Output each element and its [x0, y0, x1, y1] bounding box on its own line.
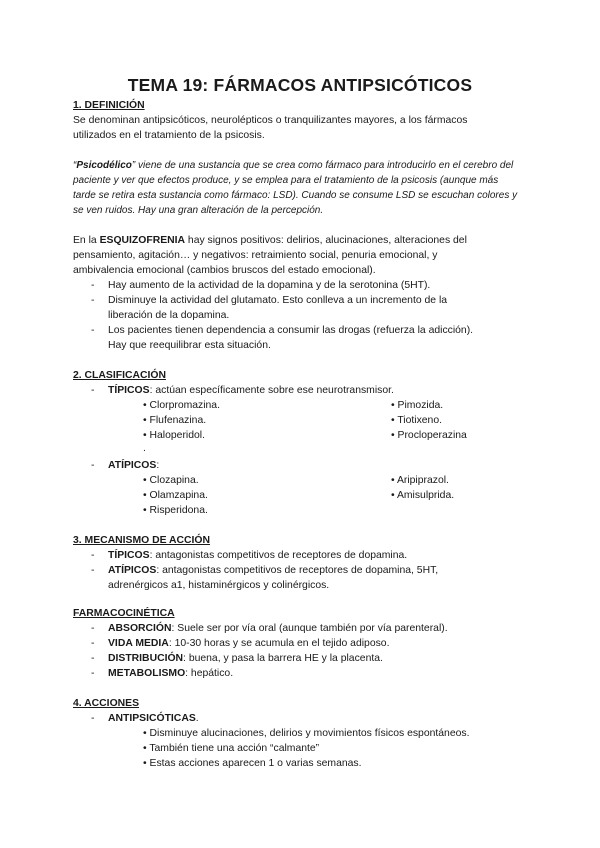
- atipicos-label: ATÍPICOS: [108, 565, 157, 576]
- dash-bullet: -: [91, 460, 95, 471]
- drug-item: • Risperidona.: [143, 505, 208, 516]
- text-span: : Suele ser por vía oral (aunque también por vía parenteral).: [171, 623, 448, 634]
- dash-bullet: -: [91, 668, 95, 679]
- text-span: hay signos positivos: delirios, alucinaciones, alteraciones del: [185, 235, 467, 246]
- item-label: VIDA MEDIA: [108, 638, 169, 649]
- dash-bullet: -: [91, 623, 95, 634]
- atipicos-line: [108, 458, 159, 473]
- list-item-continuation: Hay que reequilibrar esta situación.: [108, 340, 271, 351]
- esquizofrenia-term: ESQUIZOFRENIA: [99, 235, 186, 246]
- list-item-continuation: liberación de la dopamina.: [108, 310, 230, 321]
- text-span: .: [195, 713, 199, 724]
- dash-bullet: -: [91, 713, 95, 724]
- dash-bullet: -: [91, 325, 95, 336]
- list-item-continuation: adrenérgicos a1, histaminérgicos y colinérgicos.: [108, 580, 330, 591]
- text-span: : buena, y pasa la barrera HE y la placenta.: [183, 653, 383, 664]
- list-item: Los pacientes tienen dependencia a consumir las drogas (refuerza la adicción).: [108, 325, 474, 336]
- drug-item: • Flufenazina.: [143, 415, 207, 426]
- tipicos-line: [108, 383, 394, 398]
- drug-item: • Aripiprazol.: [391, 475, 449, 486]
- text-span: : antagonistas competitivos de receptores de dopamina.: [149, 550, 408, 561]
- drug-item: • Clorpromazina.: [143, 400, 220, 411]
- tipicos-label: TÍPICOS: [108, 385, 150, 396]
- drug-item: • Tiotixeno.: [391, 415, 442, 426]
- dash-bullet: -: [91, 638, 95, 649]
- accion-item: • También tiene una acción “calmante”: [143, 743, 320, 754]
- page-title: TEMA 19: FÁRMACOS ANTIPSICÓTICOS: [127, 75, 473, 95]
- paragraph-line: pensamiento, agitación… y negativos: retraimiento social, penuria emocional, y: [73, 250, 438, 261]
- paragraph-line: paciente y ver que efectos produce, y se emplea para el tratamiento de la psicosis (aunque más: [73, 175, 499, 186]
- dash-bullet: -: [91, 550, 95, 561]
- paragraph-line: utilizados en el tratamiento de la psicosis.: [73, 130, 265, 141]
- mecanismo-tipicos-line: [108, 548, 407, 563]
- dash-bullet: -: [91, 295, 95, 306]
- list-item: Hay aumento de la actividad de la dopamina y de la serotonina (5HT).: [108, 280, 431, 291]
- paragraph-line: tarde se retira esta sustancia como fármaco: LSD). Cuando se consume LSD se escuchan colores y: [73, 190, 518, 201]
- antipsicoticas-line: [108, 711, 199, 726]
- text-span: :: [156, 460, 160, 471]
- mecanismo-atipicos-line: [108, 563, 438, 578]
- stray-mark: .: [143, 443, 146, 454]
- paragraph-line: se ven ruidos. Hay una gran alteración de la percepción.: [73, 205, 324, 216]
- text-span: : 10-30 horas y se acumula en el tejido adiposo.: [168, 638, 390, 649]
- text-span: : actúan específicamente sobre ese neurotransmisor.: [149, 385, 394, 396]
- section-heading-acciones: 4. ACCIONES: [73, 698, 140, 709]
- drug-item: • Haloperidol.: [143, 430, 205, 441]
- atipicos-label: ATÍPICOS: [108, 460, 157, 471]
- drug-item: • Procloperazina: [391, 430, 467, 441]
- item-label: ABSORCIÓN: [108, 623, 172, 634]
- paragraph-line: Se denominan antipsicóticos, neurolépticos o tranquilizantes mayores, a los fármacos: [73, 115, 468, 126]
- accion-item: • Disminuye alucinaciones, delirios y movimientos físicos espontáneos.: [143, 728, 470, 739]
- section-heading-farmacocinetica: FARMACOCINÉTICA: [73, 608, 175, 619]
- drug-item: • Amisulprida.: [391, 490, 455, 501]
- dash-bullet: -: [91, 280, 95, 291]
- quote-open: “: [73, 160, 77, 171]
- text-span: : antagonistas competitivos de receptores de dopamina, 5HT,: [156, 565, 439, 576]
- farmacocinetica-item: [108, 666, 233, 681]
- section-heading-definicion: 1. DEFINICIÓN: [73, 100, 145, 111]
- item-label: DISTRIBUCIÓN: [108, 653, 184, 664]
- drug-item: • Clozapina.: [143, 475, 199, 486]
- dash-bullet: -: [91, 565, 95, 576]
- text-span: En la: [73, 235, 100, 246]
- paragraph-line: viene de una sustancia que se crea como fármaco para introducirlo en el cerebro del: [135, 160, 514, 171]
- section-heading-mecanismo: 3. MECANISMO DE ACCIÓN: [73, 535, 211, 546]
- drug-item: • Pimozida.: [391, 400, 444, 411]
- item-label: METABOLISMO: [108, 668, 186, 679]
- list-item: Disminuye la actividad del glutamato. Esto conlleva a un incremento de la: [108, 295, 448, 306]
- paragraph-line: ambivalencia emocional (cambios bruscos del estado emocional).: [73, 265, 376, 276]
- accion-item: • Estas acciones aparecen 1 o varias semanas.: [143, 758, 362, 769]
- farmacocinetica-item: [108, 651, 383, 666]
- farmacocinetica-item: [108, 621, 448, 636]
- dash-bullet: -: [91, 653, 95, 664]
- text-span: : hepático.: [185, 668, 234, 679]
- antipsicoticas-label: ANTIPSICÓTICAS: [108, 713, 196, 724]
- farmacocinetica-item: [108, 636, 389, 651]
- dash-bullet: -: [91, 385, 95, 396]
- drug-item: • Olamzapina.: [143, 490, 208, 501]
- section-heading-clasificacion: 2. CLASIFICACIÓN: [73, 370, 166, 381]
- esquizofrenia-line: [73, 233, 467, 248]
- tipicos-label: TÍPICOS: [108, 550, 150, 561]
- psicodelico-line: [73, 158, 513, 173]
- quote-close: ”: [131, 160, 136, 171]
- psicodelico-term: Psicodélico: [76, 160, 132, 171]
